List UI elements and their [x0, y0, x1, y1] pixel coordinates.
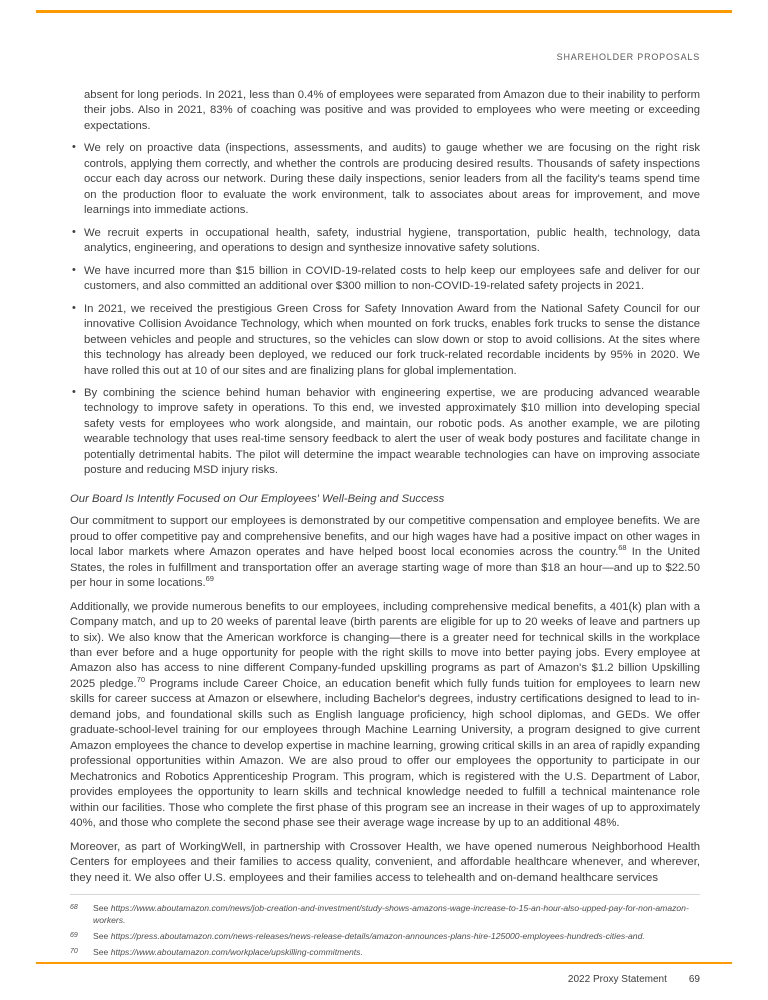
footnote-url: https://www.aboutamazon.com/news/job-creation-and-investment/study-shows-amazons-wage-increase-to-15-an-hour-also-upped-pay-for-non-amazon-workers. — [93, 903, 689, 926]
footnote-68 — [70, 902, 700, 926]
footnote-number: 69 — [70, 932, 78, 940]
bullet-marker: • — [72, 263, 76, 276]
bullet-text: We rely on proactive data (inspections, assessments, and audits) to gauge whether we are focusing on the right risk controls, applying them correctly, and whether the controls are producing desired results. Thousands of safety inspections occur each day across our network. During these daily inspections, senior leaders from all the facility's teams spend time on the production floor to evaluate the work environment, talk to associates about areas for improvement, and move learnings into immediate actions. — [84, 142, 700, 217]
paragraph-text: Our commitment to support our employees is demonstrated by our competitive compensation and employee benefits. We are proud to offer competitive pay and comprehensive benefits, and our high wages have had a positive impact on other wages in local labor markets where Amazon operates and have helped boost local economies across the country. — [70, 515, 700, 559]
footnote-prefix: See — [93, 947, 111, 958]
bullet-item-proactive-data — [70, 141, 700, 218]
continuation-paragraph: absent for long periods. In 2021, less than 0.4% of employees were separated from Amazon due to their inability to perform their jobs. Also in 2021, 83% of coaching was positive and was provided to employees who were meeting or exceeding expectations. — [84, 89, 700, 132]
footer-document-title: 2022 Proxy Statement — [567, 974, 667, 985]
footnote-separator — [70, 894, 700, 895]
paragraph-text: In the United States, the roles in fulfillment and transportation offer an average starting wage of more than $18 an hour—and up to $22.50 per hour in some locations. — [70, 546, 700, 590]
bullet-list — [70, 141, 700, 478]
footnote-url: https://press.aboutamazon.com/news-releases/news-release-details/amazon-announces-plans-hire-125000-employees-hundreds-cities-and. — [110, 931, 645, 942]
footnote-prefix: See — [93, 903, 111, 914]
bullet-text: By combining the science behind human behavior with engineering expertise, we are producing advanced wearable technology to improve safety in operations. To this end, we invested approximately $10 million into developing special safety vests for employees who work alongside, and maintain, our robotic pods. As another example, we are piloting wearable technology that uses real-time sensory feedback to alert the user of weak body postures and facilitate change in potentially detrimental habits. The pilot will determine the impact wearable technologies can have on improving associate posture and reducing MSD injury risks. — [84, 386, 700, 477]
bullet-item-wearable-tech — [70, 386, 700, 479]
footnote-ref-68: 68 — [618, 543, 627, 553]
footnote-69 — [70, 930, 700, 942]
paragraph-benefits — [70, 600, 700, 832]
footnotes — [70, 902, 700, 958]
footnote-ref-70: 70 — [136, 675, 146, 685]
footnote-70 — [70, 946, 700, 958]
bullet-item-covid-costs — [70, 264, 700, 295]
paragraph-text: Programs include Career Choice, an education benefit which fully funds tuition for employees to learn new skills for career success at Amazon or elsewhere, including Bachelor's degrees, industry certifications designed to lead to in-demand jobs, and foundational skills such as English language proficiency, high school diplomas, and GEDs. We offer graduate-school-level training for our employees through Machine Learning University, a program designed to give current Amazon employees the chance to develop expertise in machine learning, growing critical skills in an area of rapidly expanding professional opportunities within Amazon. We are also proud to offer our employees the opportunity to participate in our Mechatronics and Robotics Apprenticeship Program. This program, which is registered with the U.S. Department of Labor, provides employees the opportunity to learn skills and technical knowledge needed to fulfill a technical maintenance role within our facilities. Those who complete the first phase of this program see an increase in their wages of up to approximately 40%, and those who complete the second phase see their average wage increase by up to an additional 48%. — [70, 677, 700, 830]
main-content — [70, 88, 700, 962]
paragraph-text: Additionally, we provide numerous benefits to our employees, including comprehensive medical benefits, a 401(k) plan with a Company match, and up to 20 weeks of parental leave (birth parents are eligible for up to 20 weeks of leave and partners up to six). We also know that the American workforce is changing—there is a greater need for technical skills in the workplace than ever before and a huge opportunity for people with the right skills to move into better paying jobs. Every employee at Amazon also has access to nine different Company-funded upskilling programs as part of Amazon's $1.2 billion Upskilling 2025 pledge. — [70, 600, 700, 690]
bullet-item-recruit-experts — [70, 226, 700, 257]
paragraph-workingwell: Moreover, as part of WorkingWell, in partnership with Crossover Health, we have opened numerous Neighborhood Health Centers for employees and their families to access quality, convenient, and affordable healthcare whenever, and wherever, they need it. We also offer U.S. employees and their families access to telehealth and on-demand healthcare services — [70, 840, 700, 884]
footer-page-number: 69 — [688, 974, 700, 985]
footnote-number: 70 — [70, 948, 78, 956]
paragraph-compensation — [70, 514, 700, 591]
footer-accent-rule — [36, 962, 732, 964]
top-accent-rule — [36, 10, 732, 13]
bullet-item-safety-award — [70, 302, 700, 379]
footnote-prefix: See — [93, 931, 111, 942]
page-footer — [568, 974, 700, 985]
footnote-ref-69: 69 — [205, 574, 214, 584]
footnote-text — [93, 946, 363, 958]
bullet-text: We recruit experts in occupational health, safety, industrial hygiene, transportation, public health, technology, data analytics, engineering, and operations to design and synthesize innovative safety solutions. — [84, 226, 700, 255]
header-section-label: SHAREHOLDER PROPOSALS — [556, 52, 700, 62]
bullet-text: In 2021, we received the prestigious Green Cross for Safety Innovation Award from the National Safety Council for our innovative Collision Avoidance Technology, which when mounted on fork trucks, enables fork trucks to sense the distance between vehicles and people and structures, so the vehicles can slow down or stop to avoid collisions. At the sites where this technology has already been deployed, we reduced our fork truck-related recordable incidents by 95% in 2020. We have rolled this out at 10 of our sites and are finalizing plans for global implementation. — [84, 302, 700, 377]
footnote-text — [93, 930, 645, 942]
bullet-text: We have incurred more than $15 billion in COVID-19-related costs to help keep our employees safe and deliver for our customers, and also committed an additional over $300 million to non-COVID-19-related safety projects in 2021. — [84, 264, 700, 293]
section-heading: Our Board Is Intently Focused on Our Employees' Well-Being and Success — [70, 492, 445, 505]
bullet-marker: • — [72, 141, 76, 154]
bullet-marker: • — [72, 301, 76, 314]
bullet-marker: • — [72, 225, 76, 238]
footnote-url: https://www.aboutamazon.com/workplace/upskilling-commitments. — [110, 947, 363, 958]
footnote-text — [93, 902, 700, 926]
footnote-number: 68 — [70, 904, 78, 912]
bullet-marker: • — [72, 385, 76, 398]
